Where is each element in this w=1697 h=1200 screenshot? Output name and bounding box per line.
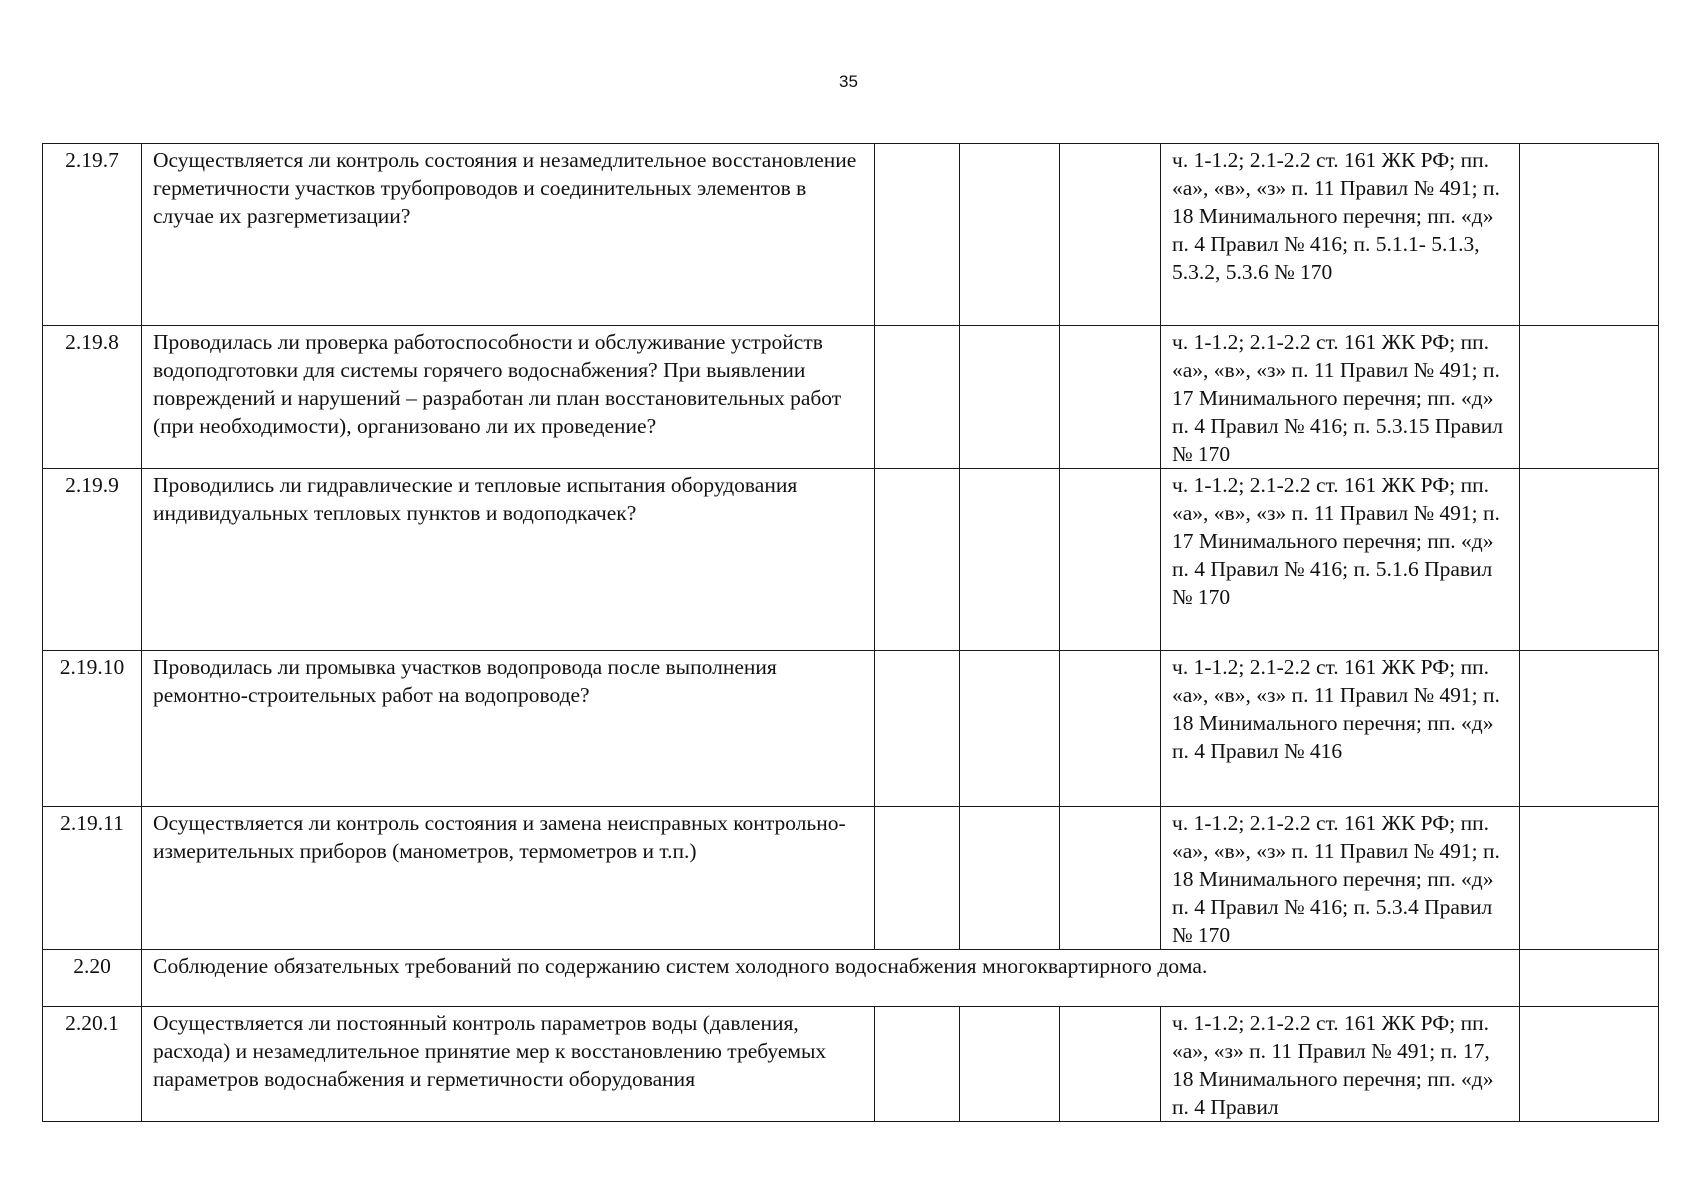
answer-yes-cell [875,144,960,326]
note-cell [1520,326,1659,469]
legal-reference-cell: ч. 1-1.2; 2.1-2.2 ст. 161 ЖК РФ; пп. «а», «в», «з» п. 11 Правил № 491; п. 17 Минимального перечня; пп. «д» п. 4 Правил № 416; п. 5.3.15 Правил № 170 [1161,326,1520,469]
row-number: 2.20.1 [43,1007,142,1122]
table-row [43,469,1659,651]
question-cell: Проводились ли гидравлические и тепловые испытания оборудования индивидуальных тепловых пунктов и водоподкачек? [142,469,875,651]
answer-yes-cell [875,326,960,469]
question-cell: Проводилась ли промывка участков водопровода после выполнения ремонтно-строительных работ на водопроводе? [142,651,875,807]
row-number: 2.19.10 [43,651,142,807]
answer-no-cell [960,326,1060,469]
answer-yes-cell [875,1007,960,1122]
legal-reference-cell: ч. 1-1.2; 2.1-2.2 ст. 161 ЖК РФ; пп. «а», «в», «з» п. 11 Правил № 491; п. 18 Минимального перечня; пп. «д» п. 4 Правил № 416 [1161,651,1520,807]
answer-na-cell [1060,144,1161,326]
table-row [43,651,1659,807]
note-cell [1520,807,1659,950]
table-row [43,326,1659,469]
question-cell: Проводилась ли проверка работоспособности и обслуживание устройств водоподготовки для системы горячего водоснабжения? При выявлении повреждений и нарушений – разработан ли план восстановительных работ (при необходимости), организовано ли их проведение? [142,326,875,469]
question-cell: Осуществляется ли контроль состояния и замена неисправных контрольно-измерительных приборов (манометров, термометров и т.п.) [142,807,875,950]
page-number: 35 [839,72,858,91]
answer-yes-cell [875,807,960,950]
answer-no-cell [960,1007,1060,1122]
section-row [43,950,1659,1007]
answer-na-cell [1060,326,1161,469]
answer-na-cell [1060,807,1161,950]
note-cell [1520,651,1659,807]
note-cell [1520,950,1659,1007]
table-row [43,144,1659,326]
answer-na-cell [1060,1007,1161,1122]
row-number: 2.19.9 [43,469,142,651]
section-number: 2.20 [43,950,142,1007]
section-title: Соблюдение обязательных требований по содержанию систем холодного водоснабжения многоквартирного дома. [142,950,1520,1007]
legal-reference-cell: ч. 1-1.2; 2.1-2.2 ст. 161 ЖК РФ; пп. «а», «з» п. 11 Правил № 491; п. 17, 18 Минимального перечня; пп. «д» п. 4 Правил [1161,1007,1520,1122]
row-number: 2.19.11 [43,807,142,950]
legal-reference-cell: ч. 1-1.2; 2.1-2.2 ст. 161 ЖК РФ; пп. «а», «в», «з» п. 11 Правил № 491; п. 18 Минимального перечня; пп. «д» п. 4 Правил № 416; п. 5.3.4 Правил № 170 [1161,807,1520,950]
answer-no-cell [960,469,1060,651]
legal-reference-cell: ч. 1-1.2; 2.1-2.2 ст. 161 ЖК РФ; пп. «а», «в», «з» п. 11 Правил № 491; п. 17 Минимального перечня; пп. «д» п. 4 Правил № 416; п. 5.1.6 Правил № 170 [1161,469,1520,651]
row-number: 2.19.8 [43,326,142,469]
answer-no-cell [960,651,1060,807]
question-cell: Осуществляется ли постоянный контроль параметров воды (давления, расхода) и незамедлительное принятие мер к восстановлению требуемых параметров водоснабжения и герметичности оборудования [142,1007,875,1122]
answer-yes-cell [875,469,960,651]
answer-na-cell [1060,651,1161,807]
answer-yes-cell [875,651,960,807]
row-number: 2.19.7 [43,144,142,326]
table-row [43,807,1659,950]
legal-reference-cell: ч. 1-1.2; 2.1-2.2 ст. 161 ЖК РФ; пп. «а», «в», «з» п. 11 Правил № 491; п. 18 Минимального перечня; пп. «д» п. 4 Правил № 416; п. 5.1.1- 5.1.3, 5.3.2, 5.3.6 № 170 [1161,144,1520,326]
note-cell [1520,1007,1659,1122]
table-row [43,1007,1659,1122]
answer-no-cell [960,807,1060,950]
answer-no-cell [960,144,1060,326]
note-cell [1520,469,1659,651]
note-cell [1520,144,1659,326]
checklist-table [42,143,1659,1122]
answer-na-cell [1060,469,1161,651]
question-cell: Осуществляется ли контроль состояния и незамедлительное восстановление герметичности участков трубопроводов и соединительных элементов в случае их разгерметизации? [142,144,875,326]
